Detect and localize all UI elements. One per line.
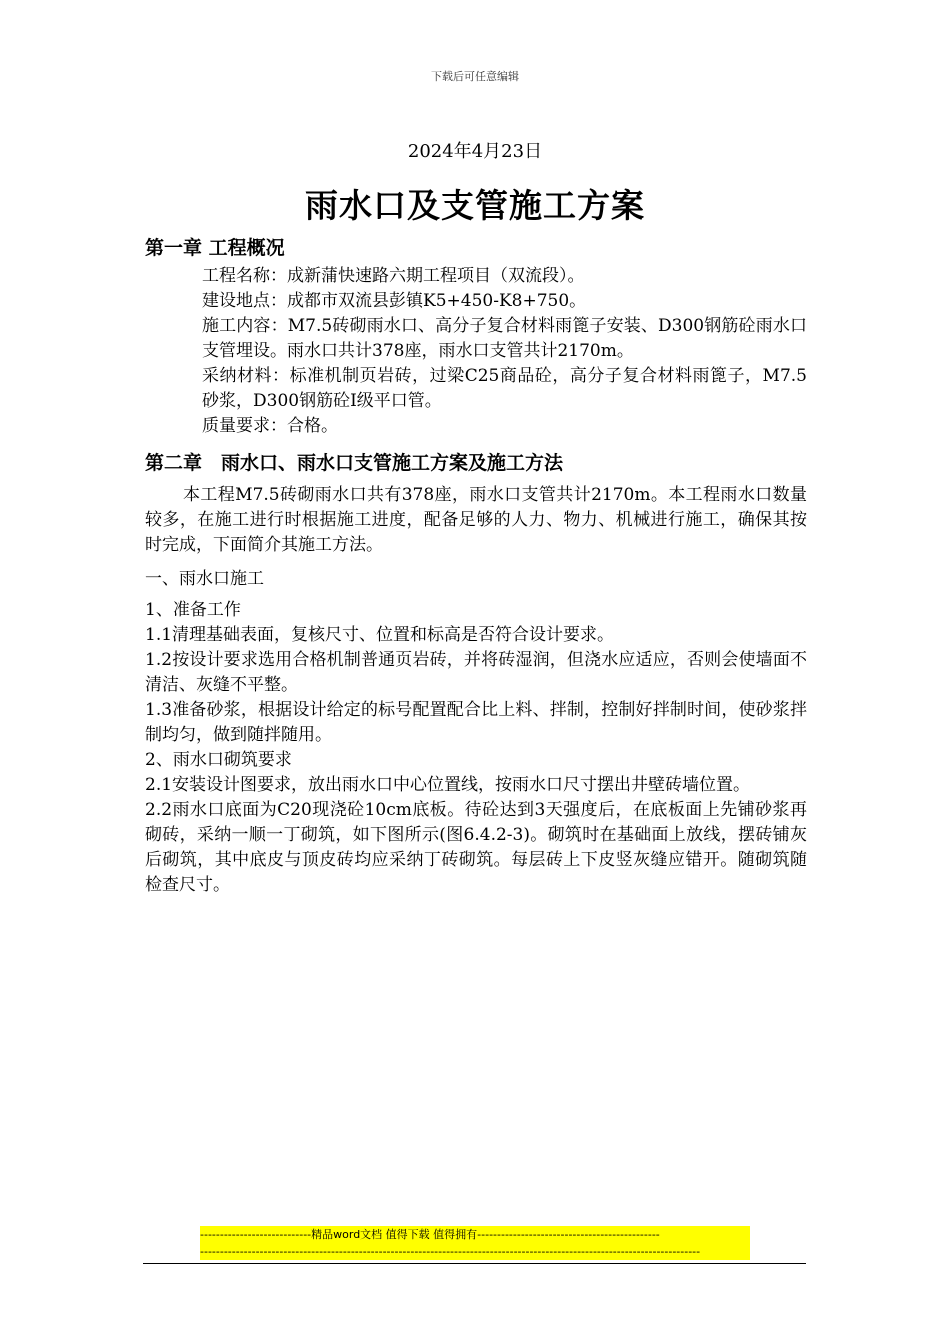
step-item: 1.1清理基础表面，复核尺寸、位置和标高是否符合设计要求。 [145,625,615,645]
step-heading: 2、雨水口砌筑要求 [145,750,292,770]
materials: 采纳材料：标准机制页岩砖，过梁C25商品砼，高分子复合材料雨篦子，M7.5砂浆，D300钢筋砼Ⅰ级平口管。 [202,366,807,411]
chapter-2-heading: 第二章 雨水口、雨水口支管施工方案及施工方法 [145,452,564,474]
footer-banner [200,1226,750,1260]
step-item: 1.2按设计要求选用合格机制普通页岩砖，并将砖湿润，但浇水应适应，否则会使墙面不清洁、灰缝不平整。 [145,650,807,695]
document-title: 雨水口及支管施工方案 [305,186,645,225]
construction-content: 施工内容：M7.5砖砌雨水口、高分子复合材料雨篦子安装、D300钢筋砼雨水口支管埋设。雨水口共计378座，雨水口支管共计2170m。 [202,316,807,361]
document-body [145,232,807,898]
page-header: 下载后可任意编辑 [431,70,519,83]
construction-site: 建设地点：成都市双流县彭镇K5+450-K8+750。 [202,291,587,311]
footer-rule [143,1263,806,1264]
footer-banner-line: ------------------------------------------------------------------------------------------------------------------------------ [200,1245,701,1258]
step-item: 1.3准备砂浆，根据设计给定的标号配置配合比上料、拌制，控制好拌制时间，使砂浆拌制均匀，做到随拌随用。 [145,700,807,745]
footer-banner-line: ----------------------------精品word文档 值得下载 值得拥有---------------------------------------------- [200,1228,660,1241]
section-1-heading: 一、雨水口施工 [145,569,264,589]
project-name: 工程名称：成新蒲快速路六期工程项目（双流段）。 [202,266,585,286]
document-date: 2024年4月23日 [407,141,543,162]
step-item: 2.2雨水口底面为C20现浇砼10cm底板。待砼达到3天强度后，在底板面上先铺砂浆再砌砖，采纳一顺一丁砌筑，如下图所示(图6.4.2-3)。砌筑时在基础面上放线，摆砖铺灰后砌筑，其中底皮与顶皮砖均应采纳丁砖砌筑。每层砖上下皮竖灰缝应错开。随砌筑随检查尺寸。 [145,800,807,895]
chapter-1-heading: 第一章 工程概况 [145,237,285,259]
quality-requirement: 质量要求：合格。 [202,416,338,436]
step-item: 2.1安装设计图要求，放出雨水口中心位置线，按雨水口尺寸摆出井壁砖墙位置。 [145,775,751,795]
step-heading: 1、准备工作 [145,600,241,620]
chapter-2-intro: 本工程M7.5砖砌雨水口共有378座，雨水口支管共计2170m。本工程雨水口数量较多，在施工进行时根据施工进度，配备足够的人力、物力、机械进行施工，确保其按时完成，下面简介其施工方法。 [145,485,807,555]
